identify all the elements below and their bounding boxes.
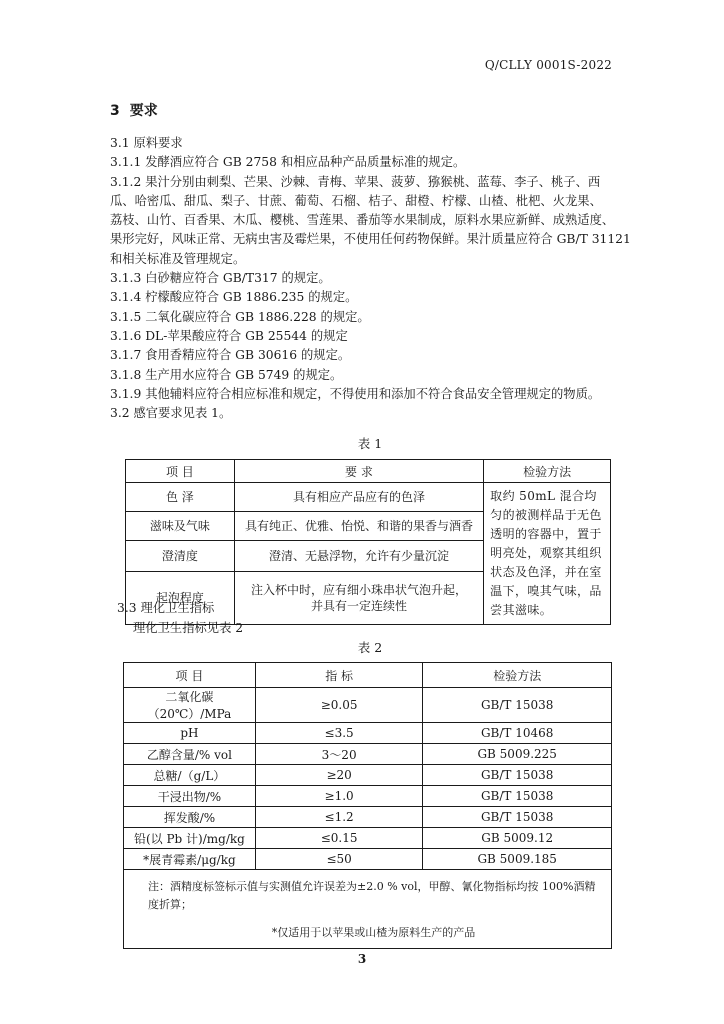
table-row — [124, 744, 612, 765]
table-row — [124, 765, 612, 786]
item-cell: 干浸出物/% — [124, 786, 256, 807]
table-row — [124, 828, 612, 849]
subsection-text: 理化卫生指标见表 2 — [133, 621, 244, 635]
method-cell: GB/T 15038 — [423, 786, 612, 807]
table-row — [124, 723, 612, 744]
table-row — [124, 807, 612, 828]
value-cell: ≥20 — [255, 765, 423, 786]
requirements-text — [110, 134, 631, 423]
table2-caption: 表 2 — [357, 640, 383, 655]
paragraph-line: 3.1.9 其他辅料应符合相应标准和规定，不得使用和添加不符合食品安全管理规定的物质。 — [110, 386, 601, 401]
item-cell: 滋味及气味 — [126, 511, 235, 540]
table-header-row — [124, 663, 612, 688]
method-cell: GB/T 15038 — [423, 765, 612, 786]
table-note: 注：酒精度标签标示值与实测值允许误差为±2.0 % vol，甲醇、氰化物指标均按 100%酒精度折算； — [148, 880, 596, 911]
section-title — [110, 100, 158, 120]
table-header-row — [126, 460, 611, 483]
column-header: 检验方法 — [484, 460, 611, 483]
paragraph-line: 3.1 原料要求 — [110, 136, 183, 150]
standard-code: Q/CLLY 0001S-2022 — [484, 58, 612, 72]
paragraph-line: 3.1.3 白砂糖应符合 GB/T317 的规定。 — [110, 271, 331, 286]
requirement-cell — [234, 572, 483, 625]
paragraph-line: 和相关标准及管理规定。 — [110, 251, 246, 266]
table-row — [126, 483, 611, 512]
paragraph-line: 3.1.4 柠檬酸应符合 GB 1886.235 的规定。 — [110, 290, 358, 305]
paragraph-line: 3.1.6 DL-苹果酸应符合 GB 25544 的规定 — [110, 328, 348, 343]
table-row — [124, 688, 612, 723]
requirement-line: 注入杯中时，应有细小珠串状气泡升起， — [250, 583, 467, 598]
value-cell: 3～20 — [255, 744, 423, 765]
column-header: 项 目 — [126, 460, 235, 483]
column-header: 检验方法 — [423, 663, 612, 688]
method-cell: GB 5009.12 — [423, 828, 612, 849]
paragraph-line: 荔枝、山竹、百香果、木瓜、樱桃、雪莲果、番茄等水果制成，原料水果应新鲜、成熟适度、 — [110, 213, 615, 228]
paragraph-line: 3.1.7 食用香精应符合 GB 30616 的规定。 — [110, 348, 351, 363]
paragraph-line: 3.1.1 发酵酒应符合 GB 2758 和相应品种产品质量标准的规定。 — [110, 155, 466, 170]
method-cell: GB/T 10468 — [423, 723, 612, 744]
table-row — [124, 786, 612, 807]
requirement-cell: 具有相应产品应有的色泽 — [234, 483, 483, 512]
table-footnote: *仅适用于以苹果或山楂为原料生产的产品 — [271, 926, 476, 939]
item-cell: 起泡程度 — [126, 572, 235, 625]
table-note-cell — [124, 870, 612, 949]
column-header: 项 目 — [124, 663, 256, 688]
item-cell: 澄清度 — [126, 540, 235, 572]
value-cell: ≥0.05 — [255, 688, 423, 723]
page-number: 3 — [357, 952, 367, 966]
item-cell: 挥发酸/% — [124, 807, 256, 828]
paragraph-line: 瓜、哈密瓜、甜瓜、梨子、甘蔗、葡萄、石榴、桔子、甜橙、柠檬、山楂、枇杷、火龙果、 — [110, 193, 602, 208]
paragraph-line: 3.1.2 果汁分别由刺梨、芒果、沙棘、青梅、苹果、菠萝、猕猴桃、蓝莓、李子、桃子、西 — [110, 174, 601, 189]
table-row — [124, 849, 612, 870]
value-cell: ≤3.5 — [255, 723, 423, 744]
subsection-heading: 3.3 理化卫生指标 — [117, 601, 215, 615]
value-cell: ≥1.0 — [255, 786, 423, 807]
requirement-line: 并具有一定连续性 — [310, 599, 407, 614]
method-cell: GB 5009.185 — [423, 849, 612, 870]
item-cell: 色 泽 — [126, 483, 235, 512]
value-cell: ≤50 — [255, 849, 423, 870]
section-title-text: 要求 — [129, 103, 158, 119]
physicochemical-table — [123, 662, 612, 949]
section-number: 3 — [110, 103, 120, 119]
method-cell: GB/T 15038 — [423, 688, 612, 723]
item-cell: 乙醇含量/% vol — [124, 744, 256, 765]
table1-caption: 表 1 — [357, 436, 383, 451]
method-cell: GB/T 15038 — [423, 807, 612, 828]
method-cell: 取约 50mL 混合均匀的被测样品于无色透明的容器中，置于明亮处，观察其组织状态及色泽，并在室温下，嗅其气味，品尝其滋味。 — [484, 483, 611, 625]
requirement-cell: 具有纯正、优雅、怡悦、和谐的果香与酒香 — [234, 511, 483, 540]
value-cell: ≤0.15 — [255, 828, 423, 849]
item-cell: *展青霉素/μg/kg — [124, 849, 256, 870]
paragraph-line: 3.2 感官要求见表 1。 — [110, 406, 232, 421]
item-cell: 二氧化碳（20℃）/MPa — [124, 688, 256, 723]
item-cell: 铅(以 Pb 计)/mg/kg — [124, 828, 256, 849]
value-cell: ≤1.2 — [255, 807, 423, 828]
table-note-row — [124, 870, 612, 949]
column-header: 要 求 — [234, 460, 483, 483]
paragraph-line: 果形完好，风味正常、无病虫害及霉烂果，不使用任何药物保鲜。果汁质量应符合 GB/T 31121 — [110, 232, 631, 247]
paragraph-line: 3.1.8 生产用水应符合 GB 5749 的规定。 — [110, 367, 343, 382]
item-cell: pH — [124, 723, 256, 744]
requirement-cell: 澄清、无悬浮物，允许有少量沉淀 — [234, 540, 483, 572]
paragraph-line: 3.1.5 二氧化碳应符合 GB 1886.228 的规定。 — [110, 309, 370, 324]
column-header: 指 标 — [255, 663, 423, 688]
item-cell: 总糖/（g/L） — [124, 765, 256, 786]
method-cell: GB 5009.225 — [423, 744, 612, 765]
